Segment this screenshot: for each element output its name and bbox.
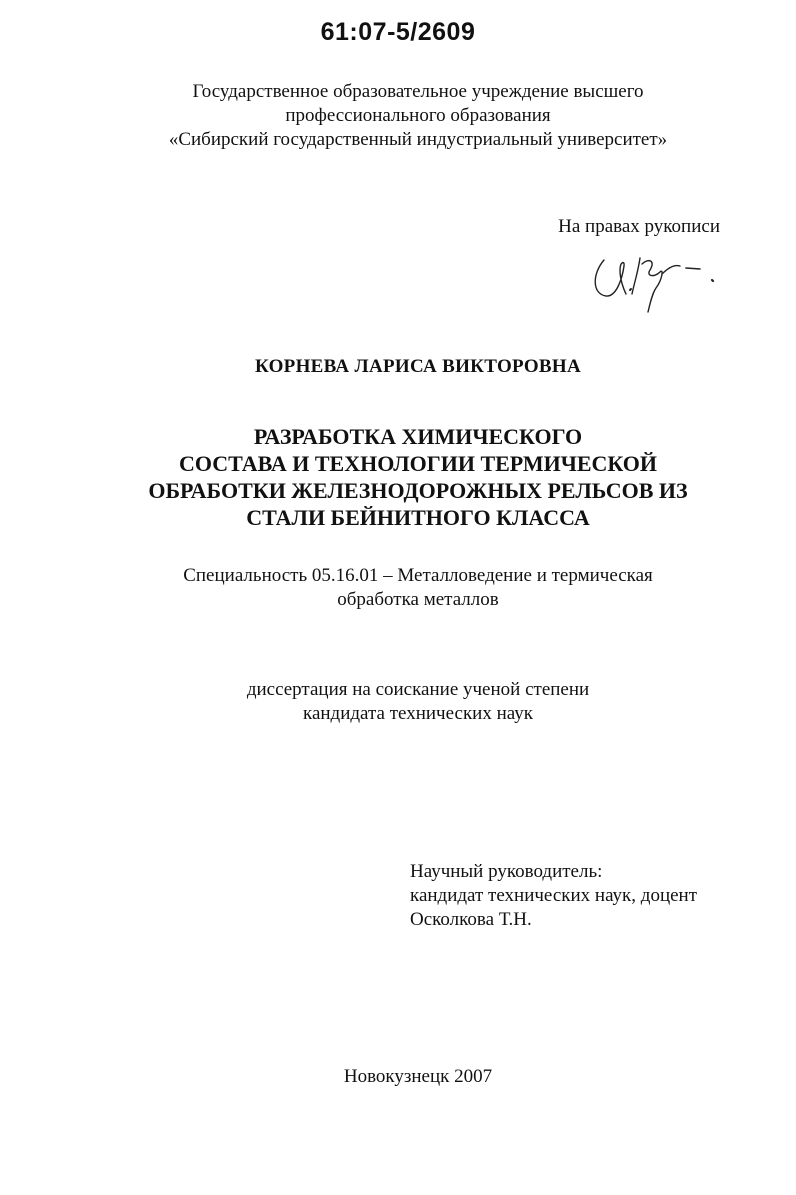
advisor-line: Осколкова Т.Н. [410, 909, 532, 930]
degree-block [0, 678, 796, 726]
specialty-line: Специальность 05.16.01 – Металловедение и термическая [183, 565, 653, 586]
degree-line: кандидата технических наук [303, 703, 533, 724]
document-code: 61:07-5/2609 [320, 18, 476, 46]
advisor-line: кандидат технических наук, доцент [410, 885, 698, 906]
place-and-year: Новокузнецк 2007 [343, 1066, 493, 1087]
handwritten-signature [590, 250, 720, 315]
specialty-block [0, 564, 796, 612]
title-line: СТАЛИ БЕЙНИТНОГО КЛАССА [246, 505, 590, 530]
specialty-line: обработка металлов [337, 589, 499, 610]
institution-line: профессионального образования [285, 105, 551, 126]
title-line: СОСТАВА И ТЕХНОЛОГИИ ТЕРМИЧЕСКОЙ [178, 451, 658, 476]
institution-line: Государственное образовательное учреждение высшего [192, 81, 644, 102]
institution-block [0, 80, 796, 152]
advisor-block [410, 860, 697, 932]
advisor-line: Научный руководитель: [410, 861, 603, 882]
dissertation-title [0, 423, 796, 531]
manuscript-rights: На правах рукописи [558, 216, 720, 237]
title-line: ОБРАБОТКИ ЖЕЛЕЗНОДОРОЖНЫХ РЕЛЬСОВ ИЗ [148, 478, 688, 503]
degree-line: диссертация на соискание ученой степени [246, 679, 590, 700]
author-name: КОРНЕВА ЛАРИСА ВИКТОРОВНА [255, 356, 581, 377]
title-line: РАЗРАБОТКА ХИМИЧЕСКОГО [253, 424, 583, 449]
institution-line: «Сибирский государственный индустриальный университет» [168, 129, 668, 150]
